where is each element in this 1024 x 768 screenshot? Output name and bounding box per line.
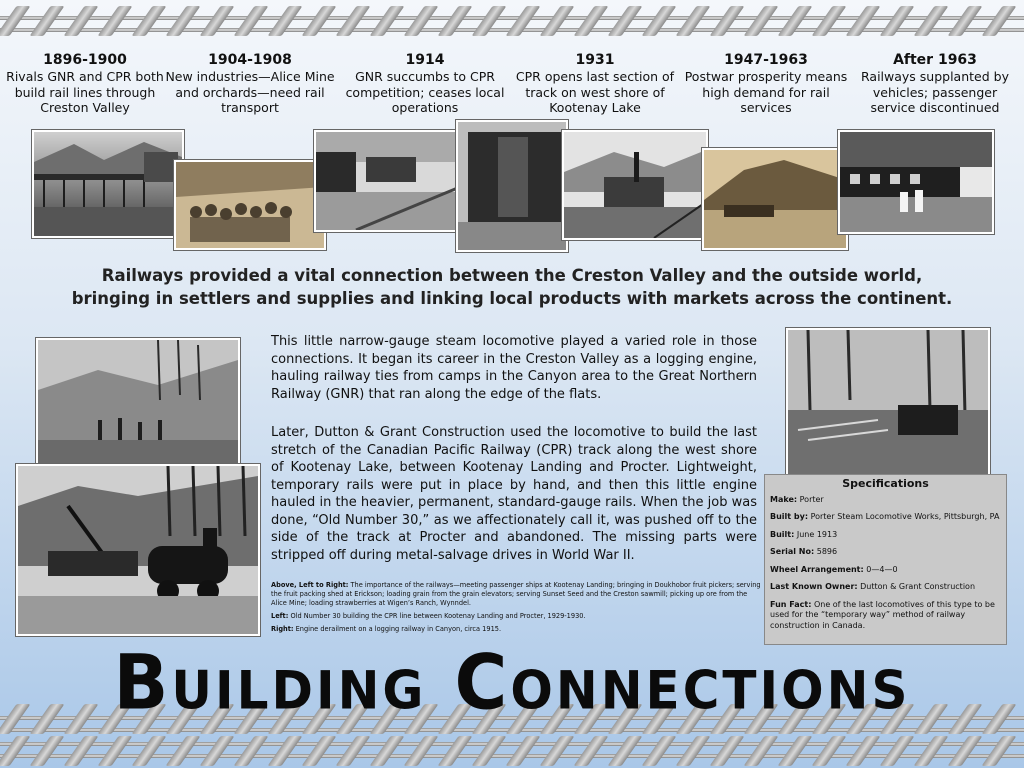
caption-above-text: The importance of the railways—meeting passenger ships at Kootenay Landing; bringing in Doukhobor fruit pickers; serving the fruit packing shed at Erickson; loading grain from the grain elevators; serving Sunset Seed and the Creston sawmill; picking up ore from the Alice Mine; loading strawberries at Wigen’s Ranch, Wynndel. xyxy=(271,581,761,607)
photo-sawmill xyxy=(562,130,708,240)
rail-track-top xyxy=(0,8,1024,36)
rail-tie xyxy=(97,736,132,766)
timeline-year: 1914 xyxy=(405,52,445,68)
timeline-item xyxy=(340,52,510,116)
timeline-text: New industries—Alice Mine and orchards—need rail transport xyxy=(165,69,335,115)
rail-tie xyxy=(539,736,574,766)
caption-above-label: Above, Left to Right: xyxy=(271,581,349,589)
rail-tie xyxy=(981,736,1016,766)
spec-serial-value: 5896 xyxy=(814,547,838,556)
photo-construction-crew xyxy=(36,338,240,466)
spec-serial xyxy=(770,547,1001,558)
timeline-item xyxy=(850,52,1020,116)
timeline-year: 1947-1963 xyxy=(724,52,808,68)
spec-built-value: June 1913 xyxy=(794,529,838,539)
rail-tie xyxy=(199,736,234,766)
rail-tie xyxy=(29,736,64,766)
rail-tie xyxy=(709,736,744,766)
rail-tie xyxy=(743,736,778,766)
spec-wheel xyxy=(770,565,1001,576)
rail-tie xyxy=(607,736,642,766)
spec-wheel-value: 0—4—0 xyxy=(863,564,898,574)
spec-built xyxy=(770,530,1001,541)
timeline-item xyxy=(0,52,170,116)
timeline-year: 1931 xyxy=(575,52,615,68)
spec-make xyxy=(770,495,1001,506)
caption-right-label: Right: xyxy=(271,625,294,633)
timeline-text: Postwar prosperity means high demand for rail services xyxy=(684,69,848,115)
photo-derailment xyxy=(786,328,990,476)
headline: Railways provided a vital connection between the Creston Valley and the outside world, bringing in settlers and supplies and linking local products with markets across the continent. xyxy=(71,266,953,308)
spec-owner xyxy=(770,582,1001,593)
photo-trestle-bridge xyxy=(32,130,184,238)
rail-tie xyxy=(267,736,302,766)
timeline-year: 1904-1908 xyxy=(208,52,292,68)
specifications-panel xyxy=(764,474,1007,645)
timeline-item xyxy=(681,52,851,116)
spec-built-by xyxy=(770,512,1001,523)
rail-tie xyxy=(233,736,268,766)
photo-packing-shed xyxy=(314,130,462,232)
rail-tie xyxy=(811,736,846,766)
photo-boxcar xyxy=(456,120,568,252)
spec-owner-label: Last Known Owner: xyxy=(770,582,858,591)
body-paragraph-1: This little narrow-gauge steam locomotive played a varied role in those connections. It began its career in the Creston Valley as a logging engine, hauling railway ties from camps in the Canyon area to the Great Northern Railway (GNR) that ran along the edge of the flats. xyxy=(271,334,757,402)
rail-tie xyxy=(641,736,676,766)
spec-serial-label: Serial No: xyxy=(770,547,815,556)
spec-built-by-value: Porter Steam Locomotive Works, Pittsburgh, PA xyxy=(808,512,1000,521)
caption-above xyxy=(271,581,761,608)
rail-tie xyxy=(777,736,812,766)
photo-fruit-pickers xyxy=(174,160,326,250)
body-paragraph-2: Later, Dutton & Grant Construction used the locomotive to build the last stretch of the Canadian Pacific Railway (CPR) track along the west shore of Kootenay Lake, between Kootenay Landing and Procter. Lightweight, temporary rails were put in place by hand, and then this little engine hauled in the heavier, permanent, standard-gauge rails. When the job was done, “Old Number 30,” as we affectionately call it, was pushed off to the side of the track at Procter and abandoned. The missing parts were stripped off during metal-salvage drives in World War II. xyxy=(271,425,757,563)
rail-tie xyxy=(369,736,404,766)
caption-right-text: Engine derailment on a logging railway in Canyon, circa 1915. xyxy=(293,625,502,633)
timeline-text: CPR opens last section of track on west shore of Kootenay Lake xyxy=(515,69,675,115)
rail-tie xyxy=(403,736,438,766)
rail-tie xyxy=(335,736,370,766)
caption-left-text: Old Number 30 building the CPR line between Kootenay Landing and Procter, 1929-1930. xyxy=(288,612,586,620)
timeline-text: GNR succumbs to CPR competition; ceases local operations xyxy=(345,69,505,115)
timeline-text: Rivals GNR and CPR both build rail lines through Creston Valley xyxy=(6,69,164,115)
spec-make-value: Porter xyxy=(797,494,824,504)
rail-tie xyxy=(573,736,608,766)
caption-left xyxy=(271,612,761,621)
timeline-item xyxy=(165,52,335,116)
photo-old-number-30 xyxy=(16,464,260,636)
rail-tie xyxy=(505,736,540,766)
spec-owner-value: Dutton & Grant Construction xyxy=(857,582,976,591)
photo-alice-mine xyxy=(702,148,848,250)
timeline-year: After 1963 xyxy=(893,52,977,68)
rail-tie xyxy=(845,736,880,766)
timeline-text: Railways supplanted by vehicles; passenger service discontinued xyxy=(861,69,1009,115)
rail-tie xyxy=(0,736,31,766)
rail-tie xyxy=(879,736,914,766)
caption-left-label: Left: xyxy=(271,612,289,620)
rail-tie xyxy=(913,736,948,766)
timeline-item xyxy=(510,52,680,116)
rail-tie xyxy=(947,736,982,766)
exhibit-title: Building Connections xyxy=(113,637,911,727)
rail-tie xyxy=(301,736,336,766)
specifications-title: Specifications xyxy=(842,477,929,490)
rail-tie xyxy=(63,736,98,766)
spec-wheel-label: Wheel Arrangement: xyxy=(770,564,864,574)
rail-track-bottom-lower xyxy=(0,738,1024,766)
caption-right xyxy=(271,625,761,634)
rail-tie xyxy=(471,736,506,766)
rail-tie xyxy=(131,736,166,766)
timeline-year: 1896-1900 xyxy=(43,52,127,68)
spec-fun-fact xyxy=(770,600,1001,632)
spec-built-label: Built: xyxy=(770,529,795,539)
rail-tie xyxy=(437,736,472,766)
spec-fun-label: Fun Fact: xyxy=(770,599,812,609)
spec-built-by-label: Built by: xyxy=(770,512,809,521)
photo-captions xyxy=(271,581,761,638)
spec-fun-value: One of the last locomotives of this type to be used for the “temporary way” method of railway construction in Canada. xyxy=(770,599,995,630)
photo-passenger-train xyxy=(838,130,994,234)
rail-tie xyxy=(165,736,200,766)
spec-make-label: Make: xyxy=(770,494,798,504)
rail-tie xyxy=(675,736,710,766)
